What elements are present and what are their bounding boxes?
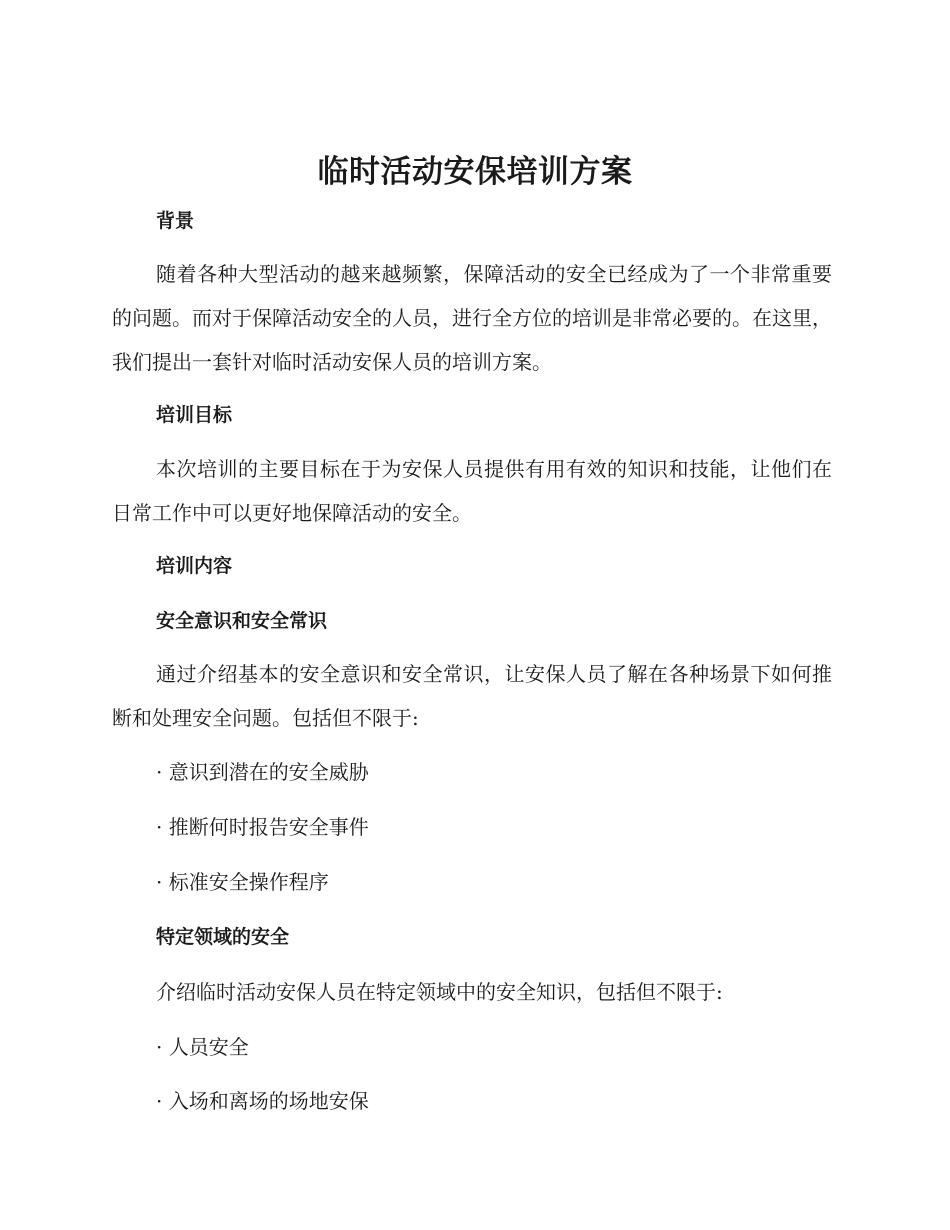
awareness-bullet-item: · 推断何时报告安全事件 bbox=[156, 815, 369, 839]
content-heading: 培训内容 bbox=[156, 555, 233, 577]
domain-heading: 特定领域的安全 bbox=[156, 926, 290, 948]
domain-paragraph: 介绍临时活动安保人员在特定领域中的安全知识，包括但不限于: bbox=[156, 980, 723, 1004]
awareness-bullet-item: · 标准安全操作程序 bbox=[156, 870, 329, 894]
document-title: 临时活动安保培训方案 bbox=[317, 154, 633, 190]
goal-heading: 培训目标 bbox=[156, 404, 233, 426]
awareness-heading: 安全意识和安全常识 bbox=[156, 610, 328, 632]
goal-paragraph: 本次培训的主要目标在于为安保人员提供有用有效的知识和技能，让他们在日常工作中可以更好地保障活动的安全。 bbox=[112, 457, 832, 525]
domain-bullet-item: · 人员安全 bbox=[156, 1035, 249, 1059]
awareness-bullet-item: · 意识到潜在的安全威胁 bbox=[156, 760, 369, 784]
background-heading: 背景 bbox=[156, 210, 195, 232]
domain-bullet-item: · 入场和离场的场地安保 bbox=[156, 1089, 369, 1113]
awareness-paragraph: 通过介绍基本的安全意识和安全常识，让安保人员了解在各种场景下如何推断和处理安全问题。包括但不限于: bbox=[112, 662, 832, 730]
background-paragraph: 随着各种大型活动的越来越频繁，保障活动的安全已经成为了一个非常重要的问题。而对于保障活动安全的人员，进行全方位的培训是非常必要的。在这里，我们提出一套针对临时活动安保人员的培训方案。 bbox=[112, 262, 832, 374]
